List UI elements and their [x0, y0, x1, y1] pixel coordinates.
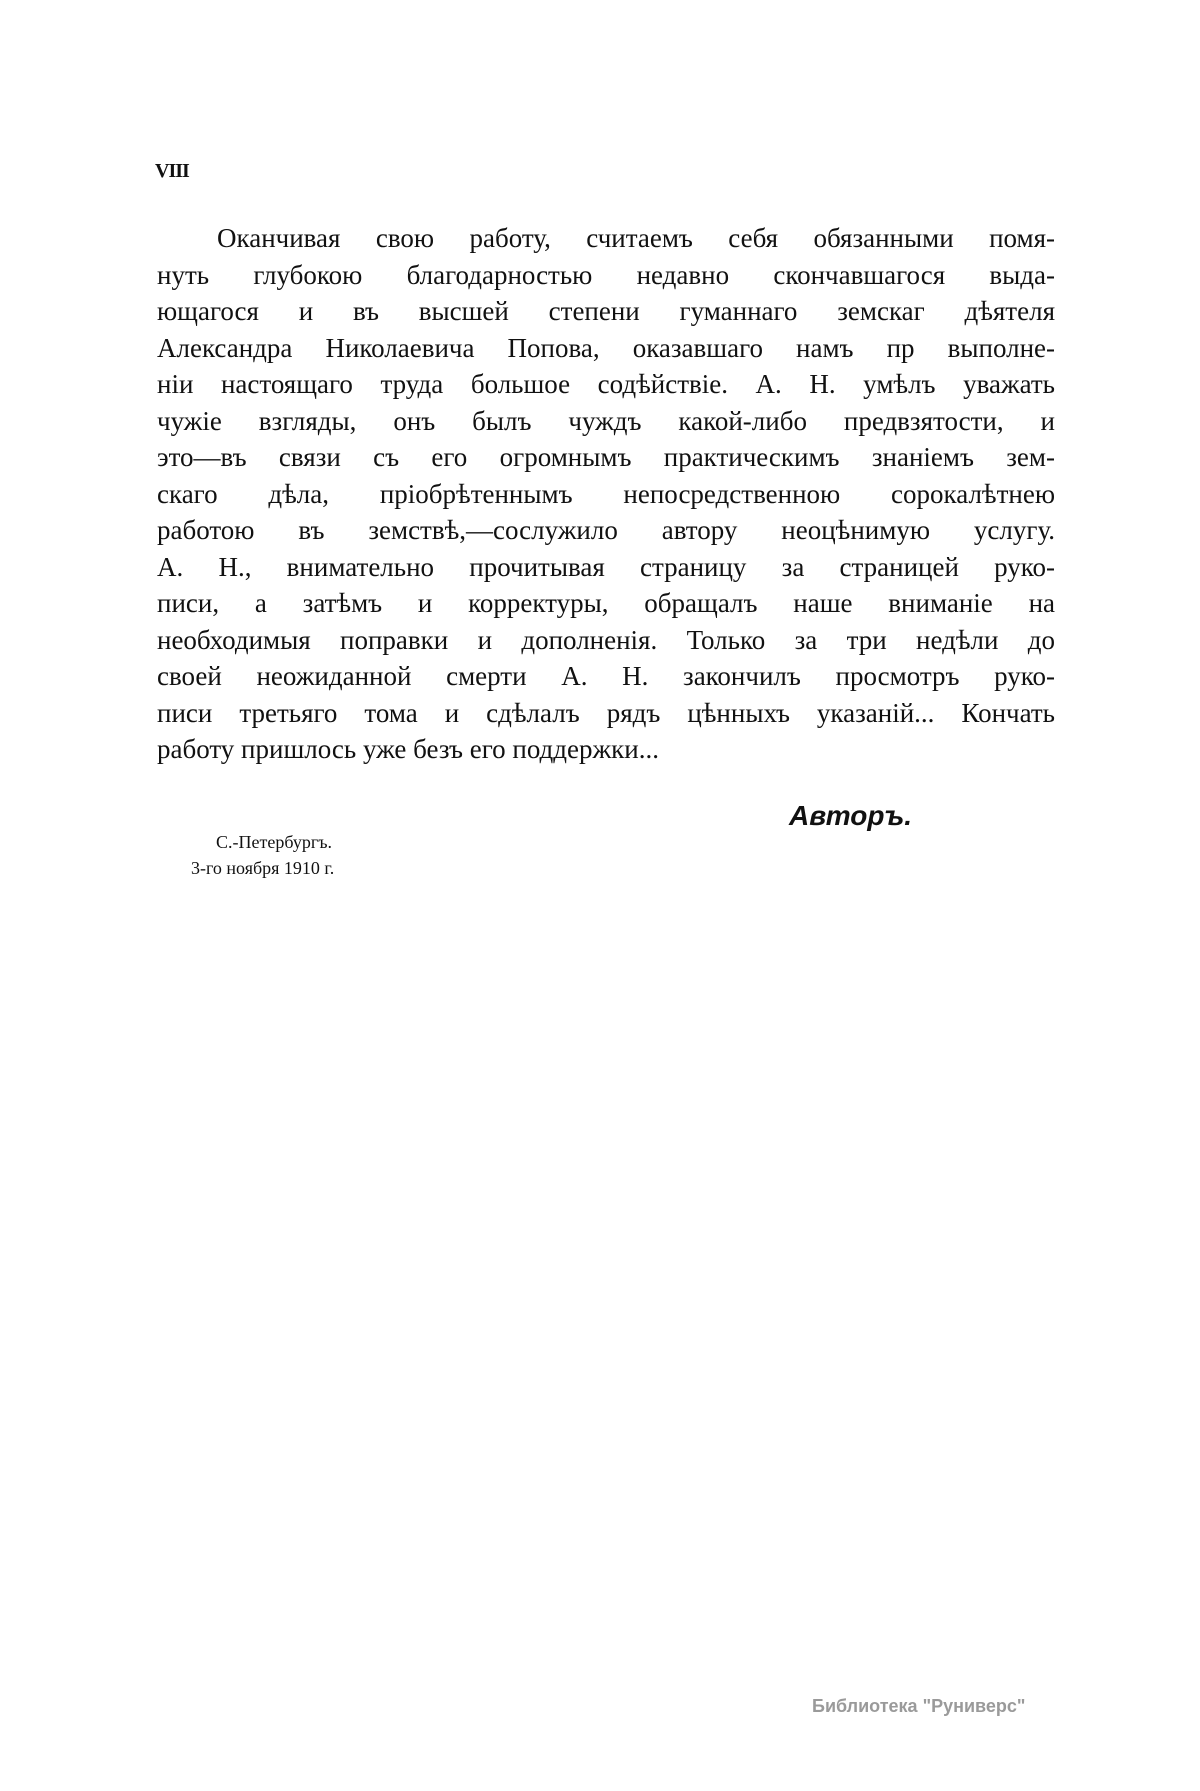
paragraph-line: чужiе взгляды, онъ былъ чуждъ какой-либо предвзятости, и — [157, 405, 1055, 436]
paragraph-line: скаго дѣла, прiобрѣтеннымъ непосредственною сорокалѣтнею — [157, 478, 1055, 509]
paragraph-line: работу пришлось уже безъ его поддержки... — [157, 734, 659, 764]
date: 3-го ноября 1910 г. — [191, 858, 335, 878]
paragraph-line: А. Н., внимательно прочитывая страницу за страницей руко- — [157, 551, 1055, 582]
paragraph-line: ющагося и въ высшей степени гуманнаго земскаг дѣятеля — [157, 296, 1055, 326]
paragraph-line: нуть глубокою благодарностью недавно скончавшагося выда- — [157, 259, 1055, 290]
paragraph-line: нiи настоящаго труда большое содѣйствiе. А. Н. умѣлъ уважать — [157, 369, 1055, 399]
paragraph-line: необходимыя поправки и дополненiя. Только за три недѣли до — [157, 624, 1055, 655]
paragraph-line: писи третьяго тома и сдѣлалъ рядъ цѣнныхъ указанiй... Кончать — [157, 697, 1055, 728]
page-number: VIII — [155, 160, 189, 182]
body-paragraph — [157, 220, 1055, 768]
paragraph-line: писи, а затѣмъ и корректуры, обращалъ наше вниманiе на — [157, 588, 1055, 618]
paragraph-line: работою въ земствѣ,—сослужило автору неоцѣнимую услугу. — [157, 515, 1055, 545]
place: С.-Петербургъ. — [216, 832, 333, 852]
author-signature: Авторъ. — [789, 800, 913, 831]
paragraph-line: Александра Николаевича Попова, оказавшаго намъ пр выполне- — [157, 332, 1055, 363]
library-watermark: Библиотека "Руниверс" — [812, 1696, 1026, 1716]
paragraph-line: своей неожиданной смерти А. Н. закончилъ просмотръ руко- — [157, 661, 1055, 691]
paragraph-line: Оканчивая свою работу, считаемъ себя обязанными помя- — [217, 223, 1055, 253]
paragraph-line: это—въ связи съ его огромнымъ практическимъ знанiемъ зем- — [157, 442, 1055, 472]
